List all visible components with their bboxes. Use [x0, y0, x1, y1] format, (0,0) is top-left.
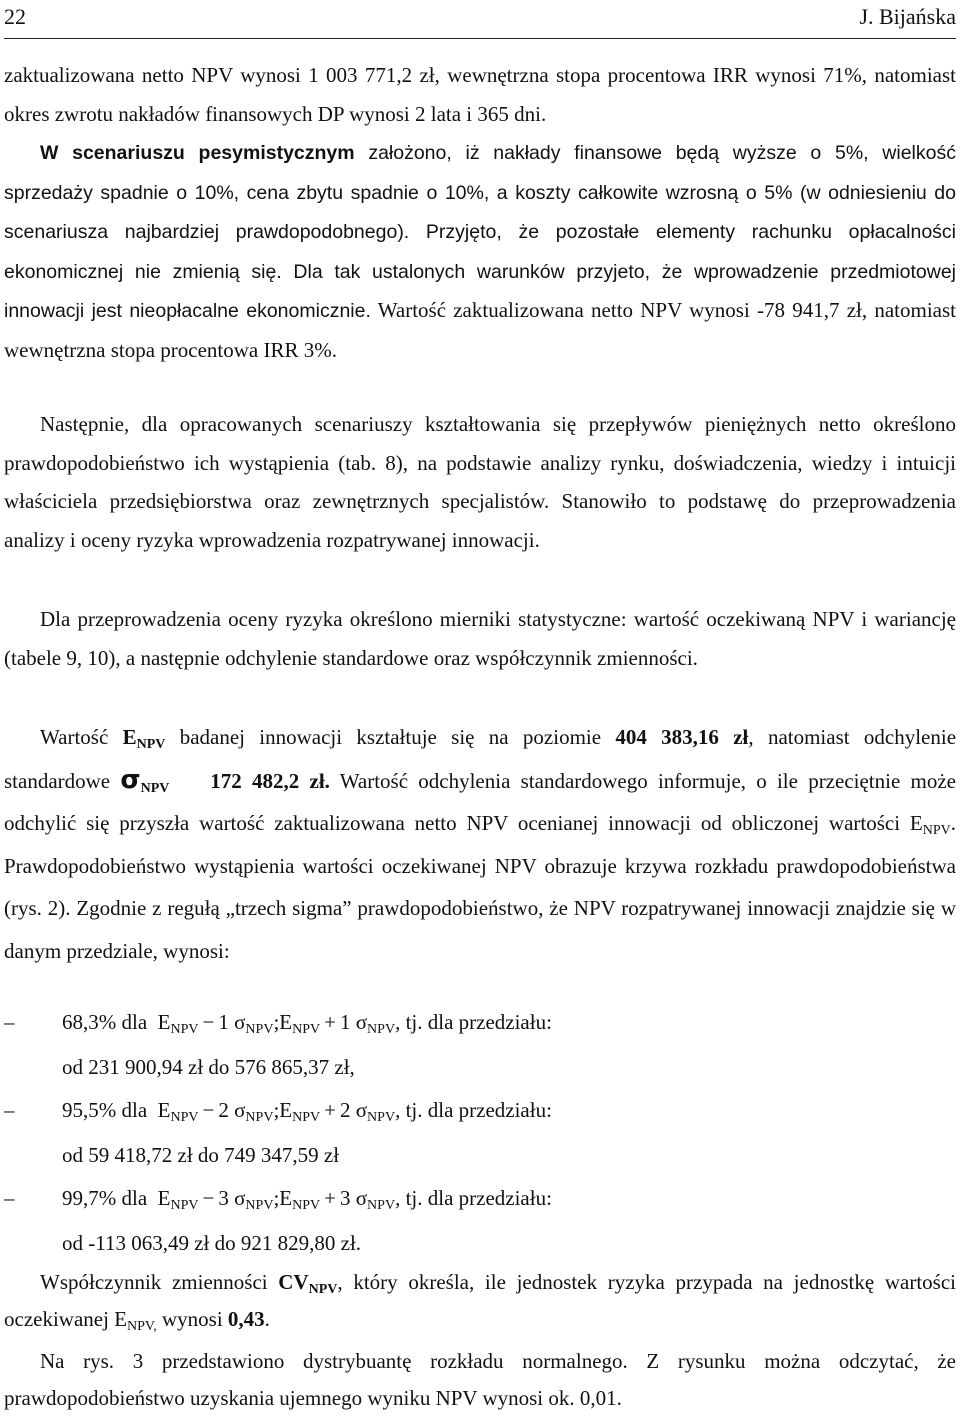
paragraph-text: Dla przeprowadzenia oceny ryzyka określono mierniki statystyczne: wartość oczekiwaną NPV i wariancję (tabele 9, 10), a następnie odchylenie standardowe oraz współczynnik zmienności.	[4, 607, 956, 670]
list-dash: –	[4, 1186, 15, 1210]
paragraph-text: zaktualizowana netto NPV wynosi 1 003 771,2 zł, wewnętrzna stopa procentowa IRR wynosi 71%, natomiast okres zwrotu nakładów finansowych DP wynosi 2 lata i 365 dni.	[4, 63, 956, 126]
std-deviation-amount: 172 482,2 zł.	[210, 768, 330, 793]
paragraph-probability	[4, 405, 956, 559]
list-item: – 95,5% dla $E_{NPV} - 2$ $\sigma_{NPV};E_{NPV} + 2$ $\sigma_{NPV}$, tj. dla przedziału:	[4, 1090, 956, 1130]
paragraph-pessimistic-scenario	[4, 133, 956, 369]
expected-value-amount: 404 383,16 zł	[615, 725, 749, 749]
list-item: – 68,3% dla $E_{NPV} - 1$ $\sigma_{NPV};E_{NPV} + 1$ $\sigma_{NPV}$, tj. dla przedziału:	[4, 1002, 956, 1042]
interval-range: od 59 418,72 zł do 749 347,59 zł	[62, 1143, 340, 1167]
list-dash: –	[4, 1098, 15, 1122]
paragraph-text: założono, iż nakłady finansowe będą wyższe o 5%, wielkość sprzedaży spadnie o 10%, cena zbytu spadnie o 10%, a koszty całkowite wzrosną o 5% (w odniesieniu do scenariusza najbardziej prawdopodobnego). Przyjęto, że pozostałe elementy rachunku opłacalności ekonomicznej nie zmienią się. Dla tak ustalonych warunków przyjeto, że wprowadzenie przedmiotowej innowacji jest nieopłacalne ekonomicznie.	[4, 142, 956, 322]
interval-range: od -113 063,49 zł do 921 829,80 zł.	[62, 1231, 362, 1255]
list-item: – 99,7% dla $E_{NPV} - 3$ $\sigma_{NPV};E_{NPV} + 3$ $\sigma_{NPV}$, tj. dla przedziału:	[4, 1178, 956, 1218]
paragraph-text: Wartość zaktualizowana netto NPV wynosi -78 941,7 zł, natomiast wewnętrzna stopa procentowa IRR 3%.	[4, 298, 956, 362]
sigma-interval-formula: $E_{NPV} - 1$ $\sigma_{NPV};E_{NPV} + 1$ $\sigma_{NPV}$	[157, 1010, 396, 1037]
paragraph-text: Na rys. 3 przedstawiono dystrybuantę rozkładu normalnego. Z rysunku można odczytać, że prawdopodobieństwo uzyskania ujemnego wyniku NPV wynosi ok. 0,01.	[4, 1349, 956, 1410]
cv-symbol: $CV_{NPV}$	[278, 1270, 338, 1297]
sigma-interval-formula: $E_{NPV} - 2$ $\sigma_{NPV};E_{NPV} + 2$ $\sigma_{NPV}$	[157, 1098, 396, 1125]
page-header	[4, 0, 956, 39]
interval-range: od 231 900,94 zł do 576 865,37 zł,	[62, 1055, 355, 1079]
sigma-symbol: σ	[120, 764, 141, 795]
expected-value-symbol: $E_{NPV}$	[122, 725, 166, 752]
paragraph-distribution-function	[4, 1343, 956, 1417]
running-author: J. Bijańska	[859, 4, 956, 29]
paragraph-coefficient-of-variation: Współczynnik zmienności $CV_{NPV}$, który określa, ile jednostek ryzyka przypada na jednostkę wartości oczekiwanej $E_{NPV,}$ wynosi 0,43.	[4, 1270, 956, 1334]
scenario-heading: W scenariuszu pesymistycznym	[40, 142, 355, 164]
paragraph-npv-optimistic	[4, 56, 956, 133]
sigma-interval-formula: $E_{NPV} - 3$ $\sigma_{NPV};E_{NPV} + 3$ $\sigma_{NPV}$	[157, 1186, 396, 1213]
list-dash: –	[4, 1010, 15, 1034]
paragraph-risk-measures	[4, 600, 956, 677]
paragraph-expected-value: Wartość $E_{NPV}$ badanej innowacji kształtuje się na poziomie 404 383,16 zł, natomiast odchylenie standardowe $\sigma_{NPV}$ 172 482,2 zł. Wartość odchylenia standardowego informuje, o ile przeciętnie może odchylić się przyszła wartość zaktualizowana netto NPV ocenianej innowacji od obliczonej wartości $E_{NPV}$. Prawdopodobieństwo wystąpienia wartości oczekiwanej NPV obrazuje krzywa rozkładu prawdopodobieństwa (rys. 2). Zgodnie z regułą „trzech sigma” prawdopodobieństwo, że NPV rozpatrywanej innowacji znajdzie się w danym przedziale, wynosi:	[4, 725, 957, 963]
page-number: 22	[4, 4, 26, 29]
paragraph-text: Następnie, dla opracowanych scenariuszy kształtowania się przepływów pieniężnych netto określono prawdopodobieństwo ich wystąpienia (tab. 8), na podstawie analizy rynku, doświadczenia, wiedzy i intuicji właściciela przedsiębiorstwa oraz zewnętrznych specjalistów. Stanowiło to podstawę do przeprowadzenia analizy i oceny ryzyka wprowadzenia rozpatrywanej innowacji.	[4, 412, 956, 552]
cv-value: 0,43	[227, 1307, 265, 1331]
